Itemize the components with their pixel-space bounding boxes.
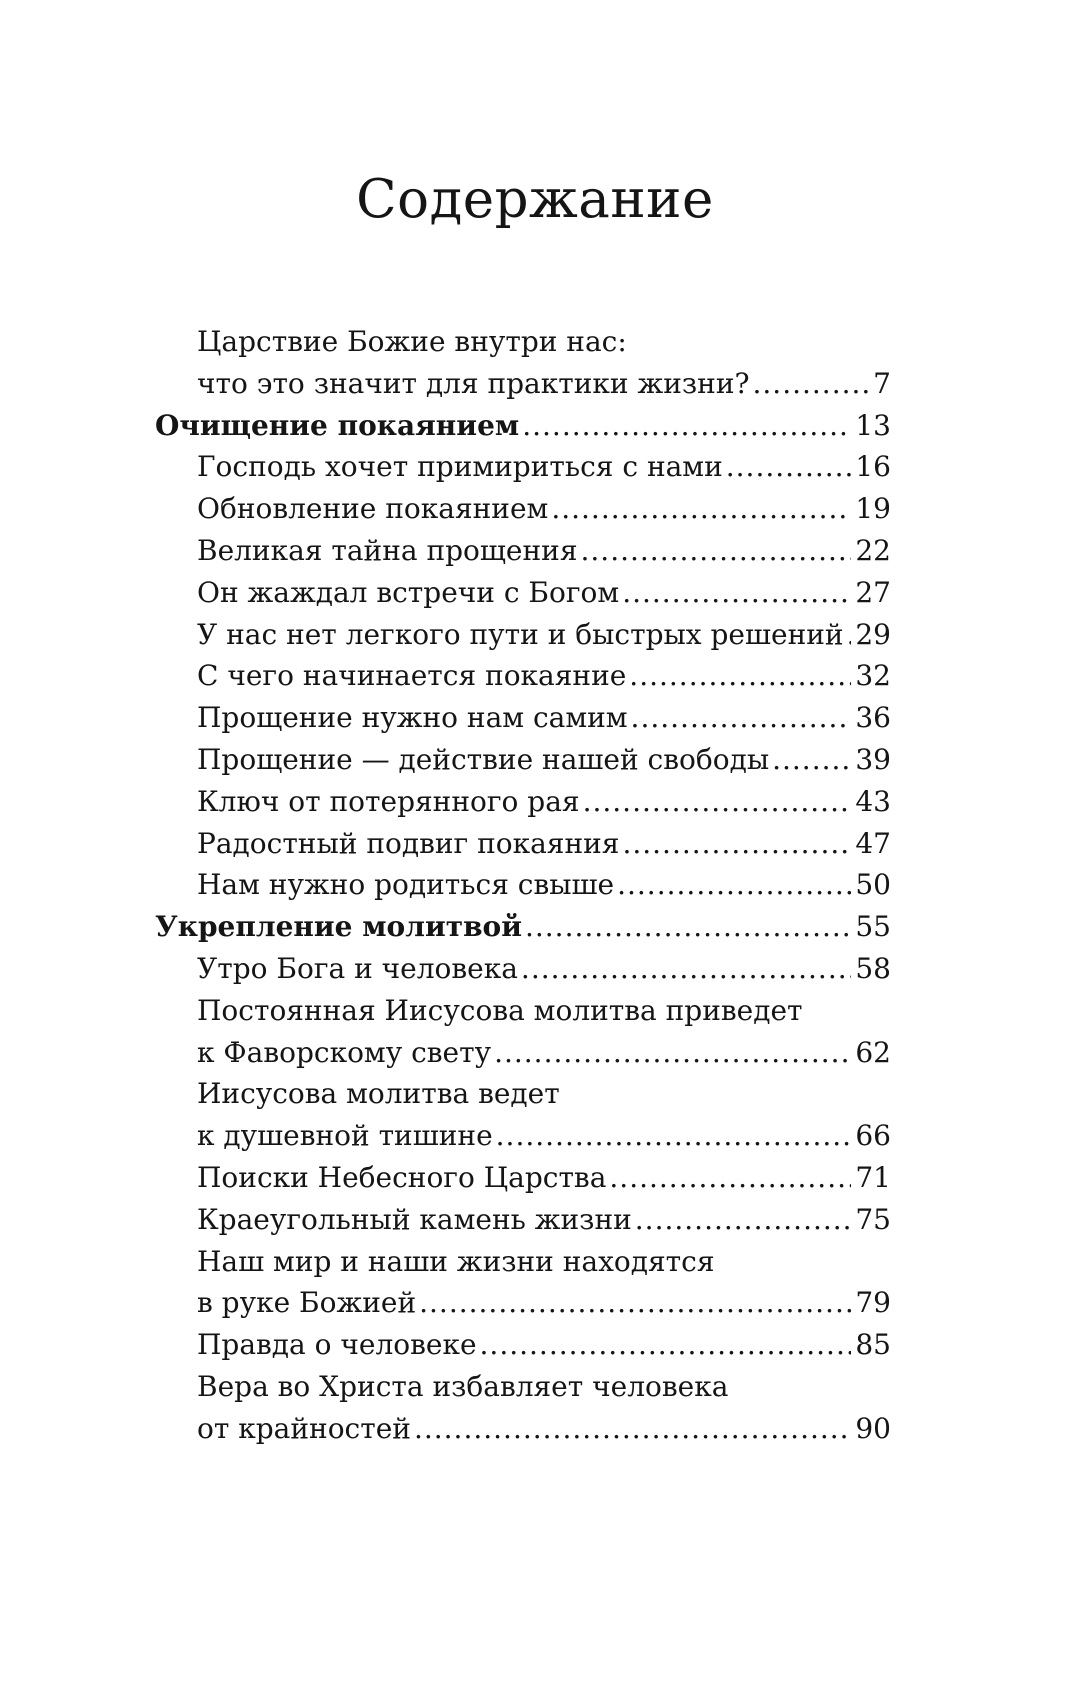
toc-entry-title: Обновление покаянием xyxy=(197,492,549,526)
dot-leader xyxy=(622,572,851,614)
page-number: 85 xyxy=(855,1328,891,1362)
toc-entry[interactable] xyxy=(155,655,891,697)
toc-entry-title: Наш мир и наши жизни находятся xyxy=(197,1244,715,1278)
toc-entry-title: Утро Бога и человека xyxy=(197,951,518,985)
dot-leader xyxy=(622,823,851,865)
toc-entry-title: Краеугольный камень жизни xyxy=(197,1202,632,1236)
dot-leader xyxy=(480,1324,852,1366)
page-number: 90 xyxy=(855,1411,891,1445)
toc-entry-title: Правда о человеке xyxy=(197,1328,477,1362)
toc-entry-title: от крайностей xyxy=(197,1411,411,1445)
page-number: 50 xyxy=(855,868,891,902)
dot-leader xyxy=(847,614,852,656)
dot-leader xyxy=(635,1199,852,1241)
toc-entry[interactable] xyxy=(155,1241,891,1283)
dot-leader xyxy=(419,1282,851,1324)
toc-entry-title: Иисусова молитва ведет xyxy=(197,1077,560,1111)
page-number: 7 xyxy=(873,366,891,400)
page-number: 47 xyxy=(855,826,891,860)
dot-leader xyxy=(581,530,852,572)
toc-entry-title: Укрепление молитвой xyxy=(155,910,522,944)
toc-entry[interactable] xyxy=(155,446,891,488)
page-number: 32 xyxy=(855,659,891,693)
toc-entry-title: Постоянная Иисусова молитва приведет xyxy=(197,993,803,1027)
toc-entry-title: Господь хочет примириться с нами xyxy=(197,450,723,484)
toc-entry[interactable] xyxy=(155,363,891,405)
toc-entry[interactable] xyxy=(155,530,891,572)
page-number: 55 xyxy=(855,910,891,944)
toc-entry-title: Прощение — действие нашей свободы xyxy=(197,742,770,776)
page-number: 71 xyxy=(855,1160,891,1194)
page-number: 16 xyxy=(855,450,891,484)
toc-entry-title: в руке Божией xyxy=(197,1286,417,1320)
toc-entry-title: Царствие Божие внутри нас: xyxy=(197,325,627,358)
page-number: 36 xyxy=(855,701,891,735)
dot-leader xyxy=(609,1157,851,1199)
dot-leader xyxy=(772,739,851,781)
toc-entry[interactable] xyxy=(155,1115,891,1157)
toc-entry[interactable] xyxy=(155,1282,891,1324)
toc-entry-title: Радостный подвиг покаяния xyxy=(197,826,620,860)
toc-entry-title: к Фаворскому свету xyxy=(197,1035,492,1069)
toc-entry-title: У нас нет легкого пути и быстрых решений xyxy=(197,617,844,651)
page-number: 13 xyxy=(855,408,891,442)
page-number: 58 xyxy=(855,951,891,985)
toc-entry-title: С чего начинается покаяние xyxy=(197,659,627,693)
toc-entry[interactable] xyxy=(155,781,891,823)
toc-entry[interactable] xyxy=(155,1324,891,1366)
page-number: 29 xyxy=(855,617,891,651)
dot-leader xyxy=(617,864,851,906)
toc-entry-title: к душевной тишине xyxy=(197,1119,493,1153)
toc-entry-title: что это значит для практики жизни? xyxy=(197,366,750,400)
toc-entry-title: Очищение покаянием xyxy=(155,408,520,442)
toc-entry[interactable] xyxy=(155,823,891,865)
dot-leader xyxy=(551,488,851,530)
toc-entry[interactable] xyxy=(155,990,891,1032)
page-number: 62 xyxy=(855,1035,891,1069)
toc-entry-title: Прощение нужно нам самим xyxy=(197,701,628,735)
toc-entry[interactable] xyxy=(155,572,891,614)
table-of-contents xyxy=(155,321,891,1450)
toc-entry-title: Он жаждал встречи с Богом xyxy=(197,575,620,609)
dot-leader xyxy=(583,781,852,823)
page-number: 19 xyxy=(855,492,891,526)
toc-entry-title: Великая тайна прощения xyxy=(197,533,578,567)
toc-entry[interactable] xyxy=(155,321,891,363)
page-number: 22 xyxy=(855,533,891,567)
page-number: 39 xyxy=(855,742,891,776)
toc-entry[interactable] xyxy=(155,1073,891,1115)
dot-leader xyxy=(631,697,852,739)
page-number: 66 xyxy=(855,1119,891,1153)
dot-leader xyxy=(522,405,851,447)
toc-entry[interactable] xyxy=(155,1366,891,1408)
toc-entry[interactable] xyxy=(155,1032,891,1074)
dot-leader xyxy=(629,655,851,697)
toc-section-entry[interactable] xyxy=(155,405,891,447)
dot-leader xyxy=(496,1115,852,1157)
toc-entry[interactable] xyxy=(155,697,891,739)
toc-entry[interactable] xyxy=(155,1157,891,1199)
dot-leader xyxy=(753,363,870,405)
toc-entry[interactable] xyxy=(155,1408,891,1450)
toc-entry[interactable] xyxy=(155,864,891,906)
toc-entry[interactable] xyxy=(155,1199,891,1241)
toc-entry-title: Вера во Христа избавляет человека xyxy=(197,1369,729,1403)
dot-leader xyxy=(525,906,851,948)
toc-entry[interactable] xyxy=(155,948,891,990)
dot-leader xyxy=(726,446,852,488)
toc-entry[interactable] xyxy=(155,614,891,656)
toc-entry-title: Поиски Небесного Царства xyxy=(197,1160,607,1194)
dot-leader xyxy=(494,1032,851,1074)
dot-leader xyxy=(521,948,851,990)
page-number: 27 xyxy=(855,575,891,609)
page-number: 43 xyxy=(855,784,891,818)
dot-leader xyxy=(414,1408,851,1450)
page-title: Содержание xyxy=(356,169,714,230)
toc-entry[interactable] xyxy=(155,488,891,530)
toc-entry-title: Нам нужно родиться свыше xyxy=(197,868,615,902)
toc-section-entry[interactable] xyxy=(155,906,891,948)
toc-entry-title: Ключ от потерянного рая xyxy=(197,784,580,818)
page-number: 75 xyxy=(855,1202,891,1236)
page-number: 79 xyxy=(855,1286,891,1320)
toc-entry[interactable] xyxy=(155,739,891,781)
